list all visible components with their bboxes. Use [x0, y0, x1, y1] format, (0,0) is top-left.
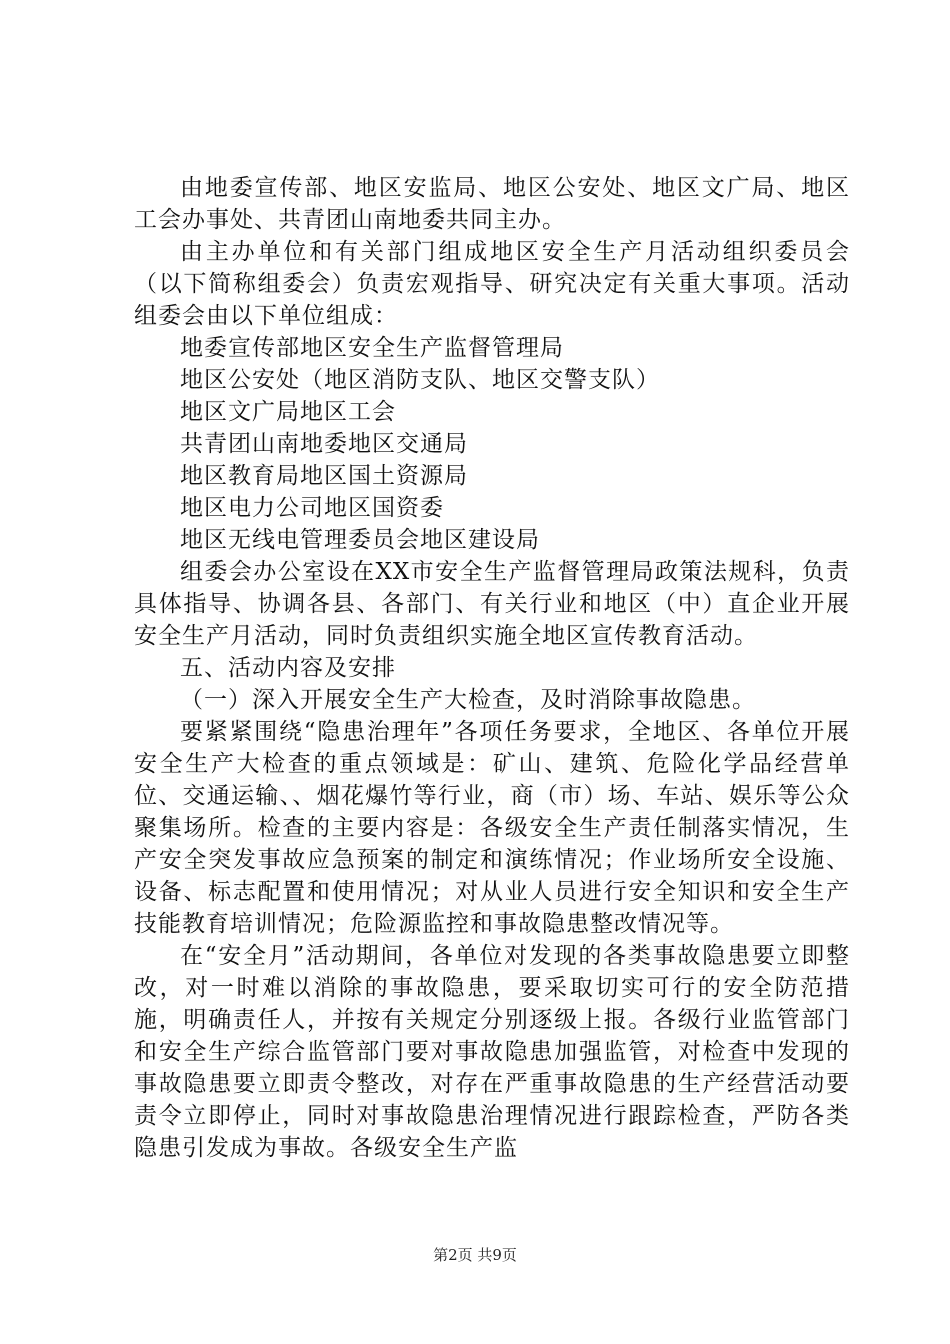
unit-list-item: 地区公安处（地区消防支队、地区交警支队） [180, 367, 660, 393]
paragraph-committee: 由主办单位和有关部门组成地区安全生产月活动组织委员会（以下简称组委会）负责宏观指导、研究决定有关重大事项。活动组委会由以下单位组成： [134, 239, 850, 329]
paragraph-rectification: 在“安全月”活动期间，各单位对发现的各类事故隐患要立即整改，对一时难以消除的事故隐患，要采取切实可行的安全防范措施，明确责任人，并按有关规定分别逐级上报。各级行业监管部门和安全生产综合监管部门要对事故隐患加强监管，对检查中发现的事故隐患要立即责令整改，对存在严重事故隐患的生产经营活动要责令立即停止，同时对事故隐患治理情况进行跟踪检查，严防各类隐患引发成为事故。各级安全生产监 [134, 943, 850, 1161]
unit-list-item: 地区电力公司地区国资委 [180, 495, 444, 521]
unit-list-item: 共青团山南地委地区交通局 [180, 431, 468, 457]
section-heading-5: 五、活动内容及安排 [180, 655, 396, 681]
page-number-footer: 第2页 共9页 [433, 1246, 517, 1264]
document-body [134, 172, 850, 1164]
paragraph-organizers: 由地委宣传部、地区安监局、地区公安处、地区文广局、地区工会办事处、共青团山南地委共同主办。 [134, 175, 850, 233]
unit-list-item: 地区无线电管理委员会地区建设局 [180, 527, 540, 553]
unit-list-item: 地区文广局地区工会 [180, 399, 396, 425]
paragraph-inspection: 要紧紧围绕“隐患治理年”各项任务要求，全地区、各单位开展安全生产大检查的重点领域是：矿山、建筑、危险化学品经营单位、交通运输、、烟花爆竹等行业，商（市）场、车站、娱乐等公众聚集场所。检查的主要内容是：各级安全生产责任制落实情况，生产安全突发事故应急预案的制定和演练情况；作业场所安全设施、设备、标志配置和使用情况；对从业人员进行安全知识和安全生产技能教育培训情况；危险源监控和事故隐患整改情况等。 [134, 719, 850, 937]
unit-list [134, 332, 850, 556]
paragraph-office: 组委会办公室设在XX市安全生产监督管理局政策法规科，负责具体指导、协调各县、各部门、有关行业和地区（中）直企业开展安全生产月活动，同时负责组织实施全地区宣传教育活动。 [134, 559, 850, 649]
unit-list-item: 地委宣传部地区安全生产监督管理局 [180, 335, 564, 361]
subsection-heading-5-1: （一）深入开展安全生产大检查，及时消除事故隐患。 [180, 687, 756, 713]
unit-list-item: 地区教育局地区国土资源局 [180, 463, 468, 489]
